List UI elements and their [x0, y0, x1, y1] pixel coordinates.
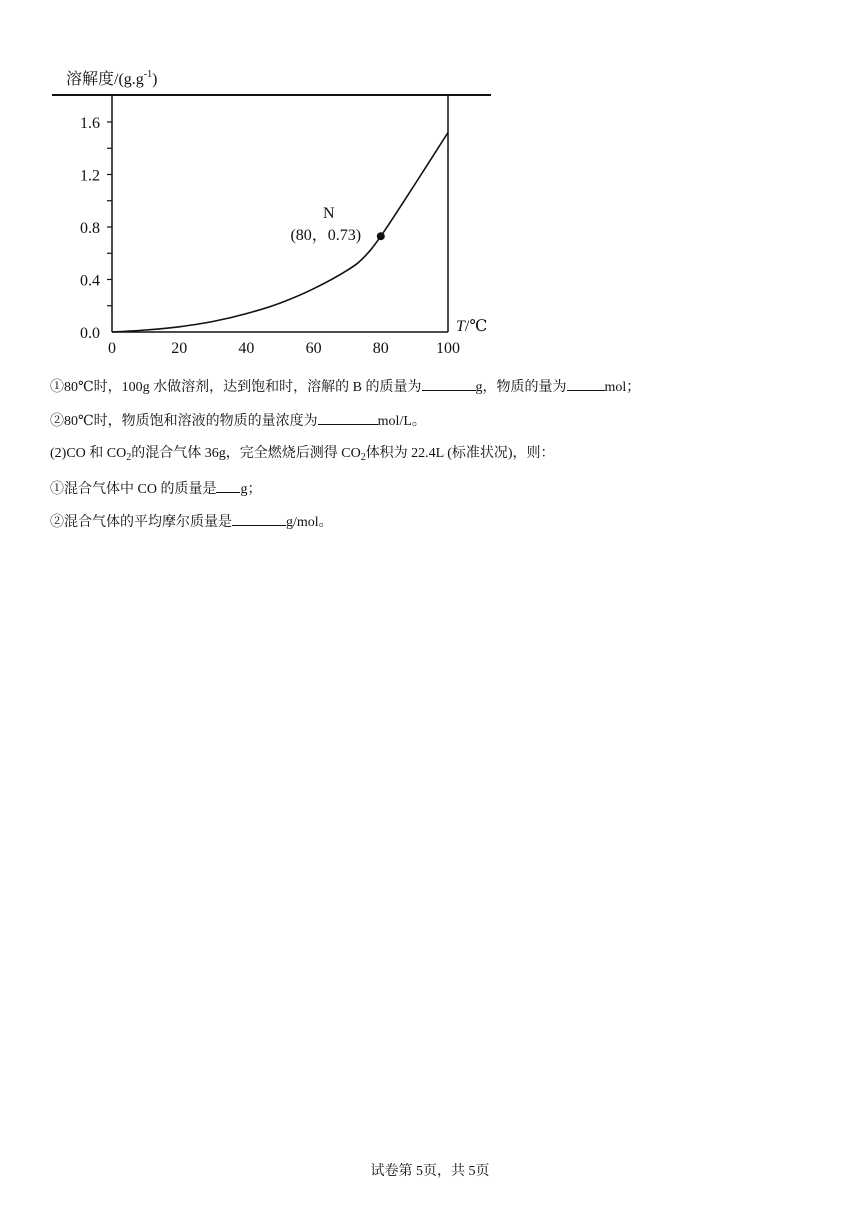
q2b-prefix: ②混合气体的平均摩尔质量是	[50, 515, 232, 530]
answer-blank-co-mass[interactable]	[216, 479, 240, 493]
q1a-mid: g，物质的量为	[475, 380, 567, 395]
y-tick-label: 0.4	[80, 272, 100, 290]
q2a-suffix: g；	[240, 482, 262, 497]
solubility-curve	[112, 133, 448, 333]
y-tick-label: 1.2	[80, 167, 100, 185]
page-footer: 试卷第 5页，共 5页	[370, 1164, 490, 1179]
point-n-label: N	[323, 205, 335, 223]
y-tick-label: 1.6	[80, 115, 100, 132]
x-tick-label: 100	[436, 340, 460, 357]
x-tick-label: 40	[238, 340, 255, 357]
point-n-marker	[377, 232, 385, 240]
q2-text-3: 体积为 22.4L (标准状况)，则：	[365, 446, 555, 461]
q1b-suffix: mol/L。	[377, 414, 426, 429]
x-tick-label: 20	[171, 340, 188, 357]
q2b-suffix: g/mol。	[286, 515, 333, 530]
question-1b	[50, 411, 426, 431]
q2a-prefix: ①混合气体中 CO 的质量是	[50, 482, 217, 497]
y-tick-label: 0.8	[80, 220, 100, 237]
q2-sub-1: 2	[126, 452, 132, 463]
x-axis-label: T/℃	[456, 318, 488, 335]
x-tick-label: 0	[108, 340, 116, 357]
question-2b	[50, 512, 333, 532]
x-tick-label: 80	[372, 340, 389, 357]
q2-text-2: 的混合气体 36g，完全燃烧后测得 CO	[131, 446, 361, 461]
question-2a	[50, 479, 261, 499]
answer-blank-mass[interactable]	[422, 377, 476, 391]
y-axis-label: 溶解度$/(g.g^{-1})$	[66, 69, 158, 88]
q1b-prefix: ②80℃时，物质饱和溶液的物质的量浓度为	[50, 414, 318, 429]
answer-blank-concentration[interactable]	[318, 411, 378, 425]
y-tick-label: 0.0	[80, 325, 100, 342]
solubility-chart	[0, 0, 520, 365]
q2-sub-2: 2	[360, 452, 366, 463]
x-tick-label: 60	[305, 340, 322, 357]
answer-blank-moles[interactable]	[567, 377, 605, 391]
question-1a	[50, 377, 640, 397]
q1a-suffix: mol；	[604, 380, 641, 395]
question-2	[50, 445, 555, 463]
point-n-coords: (80，0.73)	[290, 227, 362, 245]
answer-blank-molar-mass[interactable]	[232, 512, 286, 526]
q1a-prefix: ①80℃时，100g 水做溶剂，达到饱和时，溶解的 B 的质量为	[50, 380, 422, 395]
q2-text-1: (2)CO 和 CO	[50, 446, 127, 461]
